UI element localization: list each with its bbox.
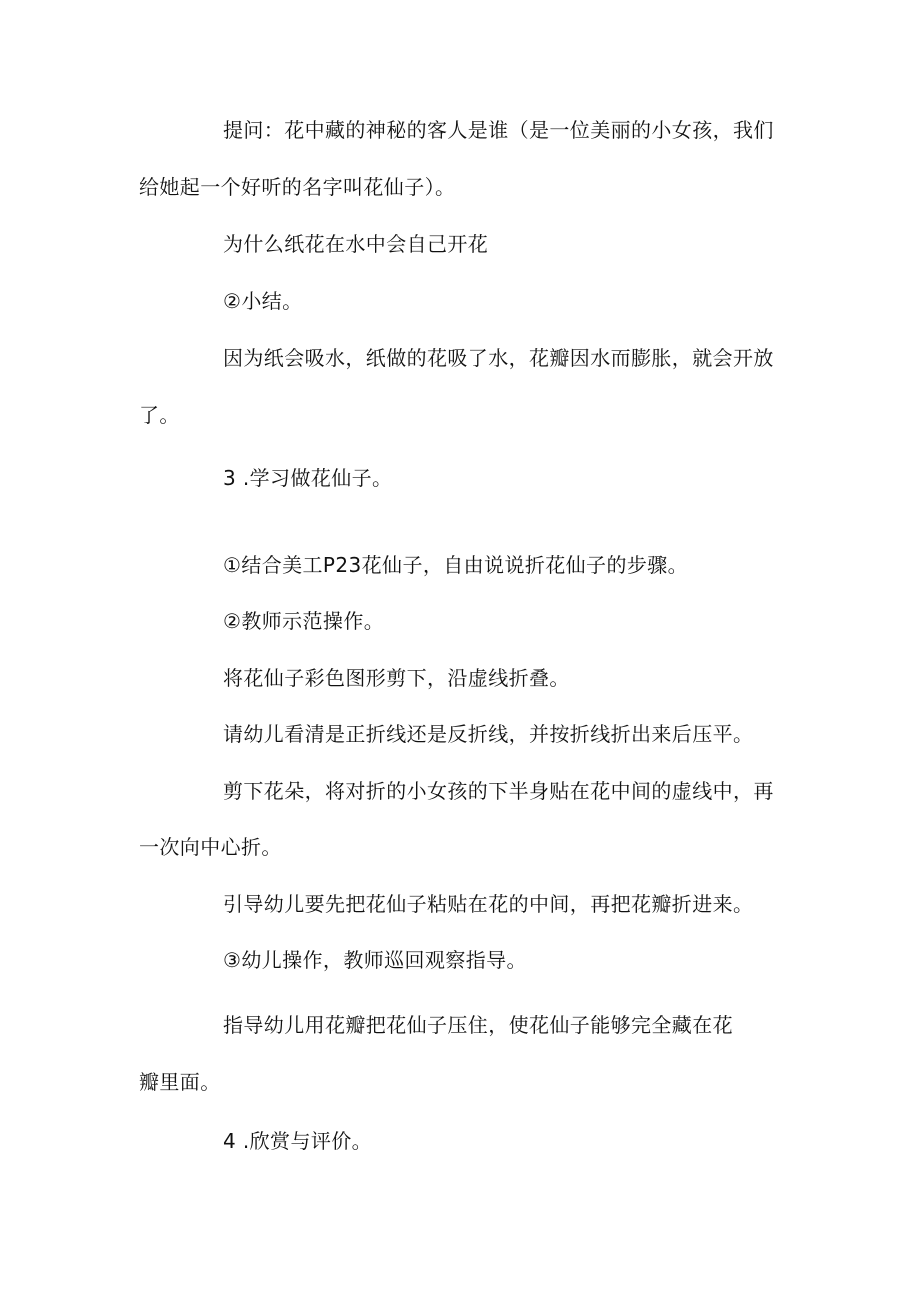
step-1: ①结合美工P23花仙子，自由说说折花仙子的步骤。 [223,553,689,577]
paragraph-summary-line-2: 了。 [139,403,180,427]
instruction-cut-fold: 将花仙子彩色图形剪下，沿虚线折叠。 [223,666,570,690]
paragraph-summary-heading: ②小结。 [223,289,303,313]
instruction-hide-line-1: 指导幼儿用花瓣把花仙子压住，使花仙子能够完全藏在花 [223,1013,733,1037]
section-heading-3: 3 .学习做花仙子。 [223,466,393,490]
step-3: ③幼儿操作，教师巡回观察指导。 [223,948,527,972]
paragraph-question-line-1: 提问：花中藏的神秘的客人是谁（是一位美丽的小女孩，我们 [223,118,774,142]
instruction-paste-line-1: 剪下花朵，将对折的小女孩的下半身贴在花中间的虚线中，再 [223,779,774,803]
paragraph-summary-line-1: 因为纸会吸水，纸做的花吸了水，花瓣因水而膨胀，就会开放 [223,346,774,370]
paragraph-why-question: 为什么纸花在水中会自己开花 [223,232,489,256]
section-heading-4: 4 .欣赏与评价。 [223,1129,373,1153]
instruction-paste-line-2: 一次向中心折。 [139,835,282,859]
paragraph-question-line-2: 给她起一个好听的名字叫花仙子）。 [139,175,456,199]
step-2: ②教师示范操作。 [223,609,385,633]
instruction-guide: 引导幼儿要先把花仙子粘贴在花的中间，再把花瓣折进来。 [223,892,754,916]
instruction-fold-lines: 请幼儿看清是正折线还是反折线，并按折线折出来后压平。 [223,722,754,746]
instruction-hide-line-2: 瓣里面。 [139,1070,221,1094]
